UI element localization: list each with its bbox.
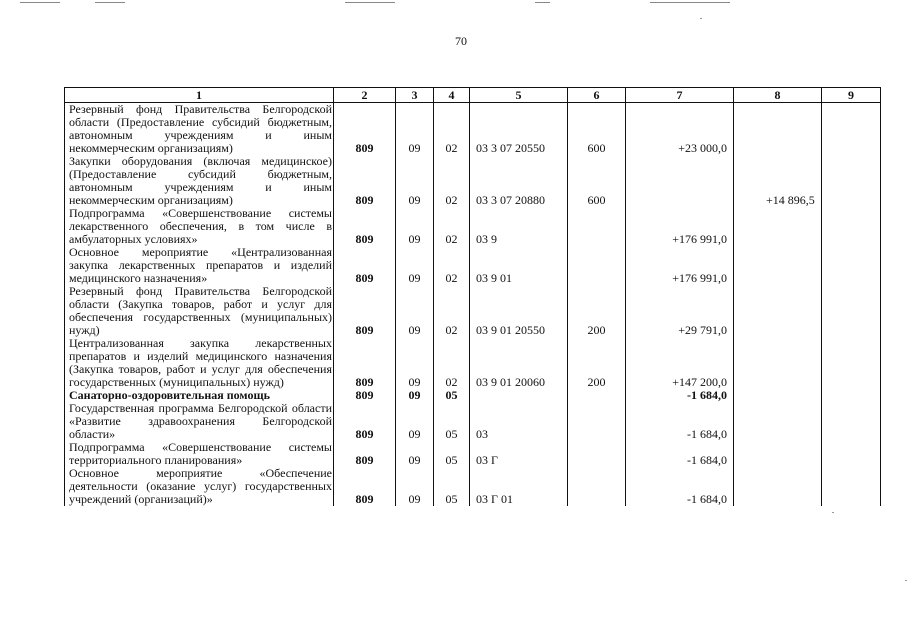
- cell-ministry-code: 809: [334, 103, 396, 156]
- column-header: 1: [65, 88, 334, 103]
- cell-amount-3: [822, 285, 881, 337]
- table-row: [65, 441, 881, 467]
- cell-amount-3: [822, 246, 881, 285]
- cell-expense-type: [568, 246, 626, 285]
- cell-amount-3: [822, 389, 881, 402]
- cell-name: Подпрограмма «Совершенствование системы территориального планирования»: [65, 441, 334, 467]
- cell-amount-2: [734, 285, 822, 337]
- table-row: [65, 285, 881, 337]
- cell-target-article: 03 Г 01: [470, 467, 568, 506]
- scan-speck: [905, 580, 907, 581]
- cell-subsection: 02: [434, 155, 470, 207]
- cell-amount: -1 684,0: [626, 441, 734, 467]
- column-header: 7: [626, 88, 734, 103]
- cell-amount-2: [734, 467, 822, 506]
- cell-amount: +29 791,0: [626, 285, 734, 337]
- cell-amount: +176 991,0: [626, 207, 734, 246]
- table-row: [65, 402, 881, 441]
- table-row: [65, 246, 881, 285]
- scan-speck: [832, 512, 834, 513]
- cell-subsection: 02: [434, 337, 470, 389]
- cell-target-article: 03 9 01 20550: [470, 285, 568, 337]
- cell-ministry-code: 809: [334, 389, 396, 402]
- cell-target-article: 03 Г: [470, 441, 568, 467]
- table-body: [65, 103, 881, 507]
- cell-amount-3: [822, 103, 881, 156]
- cell-section: 09: [396, 207, 434, 246]
- cell-amount-2: [734, 246, 822, 285]
- cell-section: 09: [396, 467, 434, 506]
- table-row: [65, 103, 881, 156]
- cell-expense-type: [568, 389, 626, 402]
- page-number: 70: [455, 34, 467, 48]
- cell-amount-2: [734, 402, 822, 441]
- cell-name: Закупки оборудования (включая медицинское) (Предоставление субсидий бюджетным, автономным учреждениям и иным некоммерческим организациям): [65, 155, 334, 207]
- cell-subsection: 02: [434, 246, 470, 285]
- cell-target-article: [470, 389, 568, 402]
- cell-amount-2: [734, 103, 822, 156]
- cell-subsection: 02: [434, 285, 470, 337]
- cell-amount-3: [822, 441, 881, 467]
- cell-name: Подпрограмма «Совершенствование системы лекарственного обеспечения, в том числе в амбулаторных условиях»: [65, 207, 334, 246]
- cell-name: Резервный фонд Правительства Белгородской области (Закупка товаров, работ и услуг для обеспечения государственных (муниципальных) нужд): [65, 285, 334, 337]
- cell-expense-type: 200: [568, 285, 626, 337]
- cell-expense-type: 200: [568, 337, 626, 389]
- column-header: 9: [822, 88, 881, 103]
- cell-target-article: 03 9 01 20060: [470, 337, 568, 389]
- cell-expense-type: [568, 402, 626, 441]
- cell-target-article: 03 9: [470, 207, 568, 246]
- column-header: 3: [396, 88, 434, 103]
- cell-amount-2: [734, 441, 822, 467]
- cell-amount-2: +14 896,5: [734, 155, 822, 207]
- cell-expense-type: 600: [568, 155, 626, 207]
- cell-amount-2: [734, 337, 822, 389]
- table-row: [65, 207, 881, 246]
- cell-subsection: 02: [434, 207, 470, 246]
- scan-edge-marks: [0, 0, 922, 6]
- scan-speck: [700, 18, 702, 19]
- table-header-row: [65, 88, 881, 103]
- cell-amount: +23 000,0: [626, 103, 734, 156]
- cell-amount-2: [734, 389, 822, 402]
- cell-subsection: 05: [434, 402, 470, 441]
- cell-amount-3: [822, 155, 881, 207]
- cell-ministry-code: 809: [334, 441, 396, 467]
- cell-name: Централизованная закупка лекарственных препаратов и изделий медицинского назначения (Закупка товаров, работ и услуг для обеспечения государственных (муниципальных) нужд): [65, 337, 334, 389]
- cell-amount: -1 684,0: [626, 467, 734, 506]
- cell-subsection: 05: [434, 467, 470, 506]
- cell-amount-3: [822, 467, 881, 506]
- cell-expense-type: [568, 207, 626, 246]
- cell-amount-3: [822, 337, 881, 389]
- cell-section: 09: [396, 402, 434, 441]
- column-header: 2: [334, 88, 396, 103]
- cell-ministry-code: 809: [334, 246, 396, 285]
- cell-section: 09: [396, 103, 434, 156]
- table-row: [65, 155, 881, 207]
- cell-amount: +176 991,0: [626, 246, 734, 285]
- cell-target-article: 03 9 01: [470, 246, 568, 285]
- cell-name: Основное мероприятие «Централизованная закупка лекарственных препаратов и изделий медицинского назначения»: [65, 246, 334, 285]
- cell-expense-type: [568, 441, 626, 467]
- column-header: 6: [568, 88, 626, 103]
- cell-subsection: 02: [434, 103, 470, 156]
- cell-section: 09: [396, 441, 434, 467]
- cell-ministry-code: 809: [334, 285, 396, 337]
- cell-amount: -1 684,0: [626, 402, 734, 441]
- column-header: 8: [734, 88, 822, 103]
- cell-name: Резервный фонд Правительства Белгородской области (Предоставление субсидий бюджетным, автономным учреждениям и иным некоммерческим организациям): [65, 103, 334, 156]
- cell-amount: [626, 155, 734, 207]
- cell-name: Государственная программа Белгородской области «Развитие здравоохранения Белгородской области»: [65, 402, 334, 441]
- cell-ministry-code: 809: [334, 402, 396, 441]
- cell-ministry-code: 809: [334, 337, 396, 389]
- cell-amount: -1 684,0: [626, 389, 734, 402]
- cell-section: 09: [396, 389, 434, 402]
- cell-amount-2: [734, 207, 822, 246]
- cell-section: 09: [396, 337, 434, 389]
- cell-target-article: 03 3 07 20550: [470, 103, 568, 156]
- cell-name: Основное мероприятие «Обеспечение деятельности (оказание услуг) государственных учреждений (организаций)»: [65, 467, 334, 506]
- cell-subsection: 05: [434, 389, 470, 402]
- cell-amount-3: [822, 207, 881, 246]
- cell-ministry-code: 809: [334, 207, 396, 246]
- cell-subsection: 05: [434, 441, 470, 467]
- cell-ministry-code: 809: [334, 467, 396, 506]
- column-header: 4: [434, 88, 470, 103]
- cell-expense-type: 600: [568, 103, 626, 156]
- cell-amount: +147 200,0: [626, 337, 734, 389]
- cell-section: 09: [396, 155, 434, 207]
- cell-target-article: 03 3 07 20880: [470, 155, 568, 207]
- cell-section: 09: [396, 285, 434, 337]
- cell-target-article: 03: [470, 402, 568, 441]
- table-row: [65, 337, 881, 389]
- table-row: [65, 467, 881, 506]
- cell-amount-3: [822, 402, 881, 441]
- cell-ministry-code: 809: [334, 155, 396, 207]
- cell-section: 09: [396, 246, 434, 285]
- cell-expense-type: [568, 467, 626, 506]
- column-header: 5: [470, 88, 568, 103]
- budget-table: [64, 87, 881, 506]
- cell-name: Санаторно-оздоровительная помощь: [65, 389, 334, 402]
